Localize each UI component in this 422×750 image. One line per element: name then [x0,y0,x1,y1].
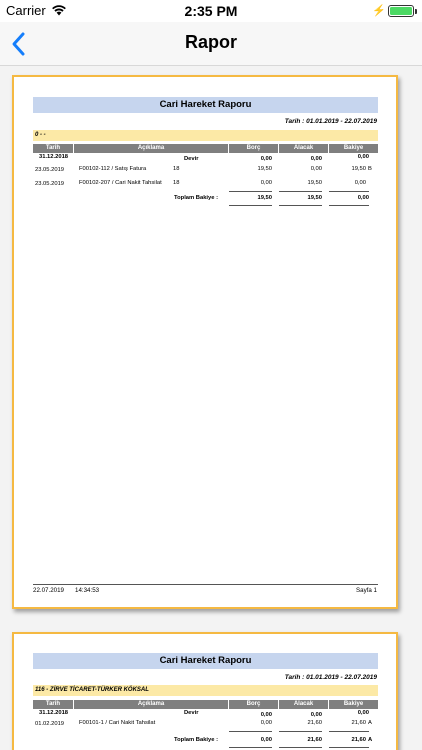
total-alacak: 19,50 [307,195,322,201]
report-page-2 [12,632,398,750]
col-aciklama: Açıklama [74,700,228,709]
report-date-range: Tarih : 01.01.2019 - 22.07.2019 [284,118,377,125]
total-divider [329,191,369,192]
total-divider [329,747,369,748]
col-aciklama: Açıklama [74,144,228,153]
total-alacak: 21,60 [307,737,322,743]
col-alacak: Alacak [279,144,328,153]
total-divider [279,731,322,732]
col-tarih: Tarih [33,144,73,153]
col-alacak: Alacak [279,700,328,709]
row-description: F00102-207 / Cari Nakit Tahsilat [79,180,162,186]
page-title: Rapor [184,32,237,52]
row-borc: 0,00 [260,180,272,186]
row-borc: 0,00 [260,712,272,718]
row-flag: A [368,720,372,726]
row-borc: 0,00 [260,156,272,162]
row-date: 01.02.2019 [35,721,65,727]
total-divider [229,191,272,192]
row-description: F00101-1 / Cari Nakit Tahsilat [79,720,156,726]
charging-icon: ⚡ [372,5,386,17]
row-alacak: 0,00 [310,156,322,162]
total-label: Toplam Bakiye : [174,737,219,743]
total-divider [229,205,272,206]
row-bakiye: 19,50 [351,166,366,172]
total-label: Toplam Bakiye : [174,195,219,201]
total-divider [229,731,272,732]
total-divider [229,747,272,748]
status-bar [0,0,422,22]
report-date-range: Tarih : 01.01.2019 - 22.07.2019 [284,674,377,681]
table-header [33,700,378,709]
total-borc: 0,00 [260,737,272,743]
total-divider [329,731,369,732]
total-divider [279,205,322,206]
footer-divider [33,584,378,585]
table-header [33,144,378,153]
col-borc: Borç [229,144,278,153]
battery-tip [415,9,417,14]
row-alacak: 19,50 [307,180,322,186]
row-borc: 0,00 [260,720,272,726]
row-description: F00102-112 / Satış Fatura [79,166,147,172]
row-bakiye: 0,00 [357,710,369,716]
footer-date: 22.07.2019 [33,587,64,594]
row-bakiye: 21,60 [351,720,366,726]
row-flag: B [368,166,372,172]
total-bakiye: 0,00 [357,195,369,201]
col-borc: Borç [229,700,278,709]
col-bakiye: Bakiye [329,144,378,153]
row-alacak: 0,00 [310,712,322,718]
row-alacak: 0,00 [310,166,322,172]
footer-page-number: Sayfa 1 [356,587,377,594]
row-quantity: 18 [173,166,180,172]
clock: 2:35 PM [184,3,238,19]
row-date: 31.12.2018 [39,710,69,716]
row-label: Devir [184,710,199,716]
battery-icon [388,5,414,17]
total-divider [279,191,322,192]
row-date: 31.12.2018 [39,154,69,160]
report-page-1 [12,75,398,609]
account-header: 0 - - [33,130,378,141]
report-title: Cari Hareket Raporu [33,97,378,113]
total-divider [279,747,322,748]
total-divider [329,205,369,206]
total-bakiye: 21,60 [351,737,366,743]
col-tarih: Tarih [33,700,73,709]
navigation-bar [0,22,422,66]
account-header: 116 - ZİRVE TİCARET-TÜRKER KÖKSAL [33,685,378,696]
report-viewer[interactable] [0,66,422,750]
row-bakiye: 0,00 [354,180,366,186]
total-flag: A [368,737,373,743]
total-borc: 19,50 [257,195,272,201]
row-quantity: 18 [173,180,180,186]
row-date: 23.05.2019 [35,167,65,173]
row-bakiye: 0,00 [357,154,369,160]
row-date: 23.05.2019 [35,181,65,187]
col-bakiye: Bakiye [329,700,378,709]
row-borc: 19,50 [257,166,272,172]
row-alacak: 21,60 [307,720,322,726]
row-label: Devir [184,156,199,162]
report-title: Cari Hareket Raporu [33,653,378,669]
footer-time: 14:34:53 [75,587,100,594]
carrier-label: Carrier [6,3,46,18]
